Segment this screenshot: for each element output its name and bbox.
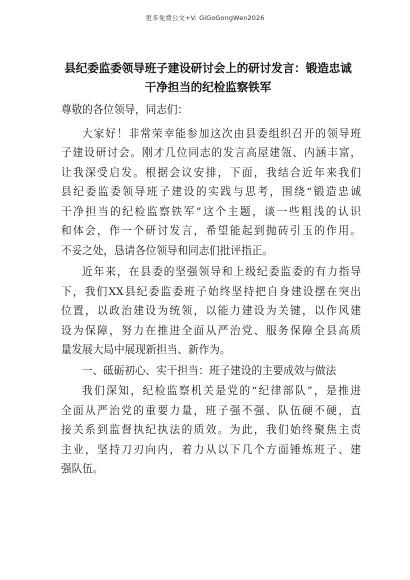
paragraph-line: 和体会，作一个研讨发言，希望能起到抛砖引玉的作用。 (61, 225, 361, 237)
title-line: 县纪委监委领导班子建设研讨会上的研讨发言：锻造忠诚 (64, 61, 352, 75)
paragraph-line: 强队伍。 (61, 463, 104, 475)
paragraph-line: 子建设研讨会。刚才几位同志的发言高屋建瓴、内涵丰富， (61, 147, 361, 159)
paragraph-background (61, 263, 361, 361)
paragraph-section-one (61, 382, 361, 480)
paragraph-line: 我们深知，纪检监察机关是党的“纪律部队”，是推进 (82, 385, 361, 397)
paragraph-line: 大家好！非常荣幸能参加这次由县委组织召开的领导班 (82, 127, 361, 140)
document-body (61, 101, 361, 480)
document-title (60, 59, 356, 97)
paragraph-line: 全面从严治党的重要力量，班子强不强、队伍硬不硬，直 (61, 404, 361, 417)
paragraph-line: 让我深受启发。根据会议安排，下面，我结合近年来我们 (61, 166, 361, 179)
salutation (61, 101, 361, 121)
paragraph-opening (61, 125, 361, 262)
paragraph-line: 接关系到监督执纪执法的质效。为此，我们始终聚焦主责 (61, 424, 361, 436)
paragraph-line: 近年来，在县委的坚强领导和上级纪委监委的有力指导 (82, 266, 361, 278)
paragraph-line: 下，我们XX县纪委监委班子始终坚持把自身建设摆在突出 (61, 285, 361, 298)
title-line: 干净担当的纪检监察铁军 (144, 80, 272, 94)
section-heading-text: 一、砥砺初心、实干担当：班子建设的主要成效与做法 (82, 364, 337, 377)
paragraph-line: 干净担当的纪检监察铁军”这个主题，谈一些粗浅的认识 (61, 205, 361, 218)
paragraph-line: 量发展大局中展现新担当、新作为。 (61, 344, 231, 356)
salutation-text: 尊敬的各位领导，同志们： (61, 104, 189, 116)
paragraph-line: 主业，坚持刀刃向内，着力从以下几个方面锤炼班子、建 (61, 443, 361, 456)
header-note: 更多免费公文+V: GiGoGongWen2026 (145, 14, 265, 22)
paragraph-line: 县纪委监委领导班子建设的实践与思考，围绕“锻造忠诚 (61, 186, 361, 198)
paragraph-line: 设为保障，努力在推进全面从严治党、服务保障全县高质 (61, 324, 361, 337)
paragraph-line: 不妥之处，恳请各位领导和同志们批评指正。 (61, 244, 273, 257)
section-heading (61, 362, 361, 382)
paragraph-line: 位置，以政治建设为统领，以能力建设为关键，以作风建 (61, 305, 361, 317)
